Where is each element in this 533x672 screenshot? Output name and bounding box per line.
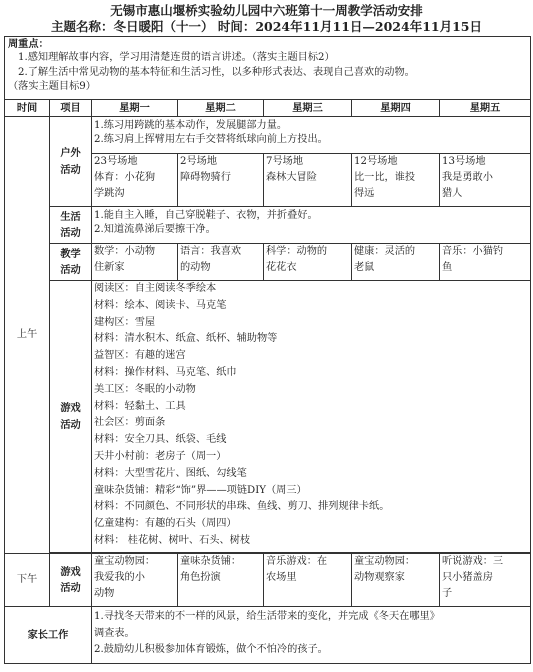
afternoon-wednesday: 音乐游戏：在 农场里 bbox=[264, 554, 352, 607]
document-title: 无锡市惠山堰桥实验幼儿园中六班第十一周教学活动安排 bbox=[110, 3, 423, 18]
focus-line: 2.了解生活中常见动物的基本特征和生活习性，以多种形式表达、表现自己喜欢的动物。 bbox=[18, 66, 415, 78]
header-monday: 星期一 bbox=[92, 100, 178, 117]
games-line: 建构区：雪屋 bbox=[94, 316, 156, 328]
outdoor-label: 户外 活动 bbox=[50, 117, 92, 207]
teaching-friday: 音乐：小猫钓 鱼 bbox=[440, 244, 531, 281]
games-label: 游戏 活动 bbox=[50, 281, 92, 553]
life-line: 1.能自主入睡，自己穿脱鞋子、衣物，并折叠好。 bbox=[94, 210, 318, 221]
family-line: 调查表。 bbox=[94, 627, 135, 639]
header-friday: 星期五 bbox=[440, 100, 531, 117]
games-line: 材料：大型雪花片、图纸、勾线笔 bbox=[94, 467, 247, 479]
header-time: 时间 bbox=[5, 100, 50, 117]
family-label: 家长工作 bbox=[5, 607, 92, 664]
header-tuesday: 星期二 bbox=[178, 100, 264, 117]
outdoor-thursday: 12号场地 比一比，谁投 得远 bbox=[352, 154, 440, 207]
teaching-tuesday: 语言：我喜欢 的动物 bbox=[178, 244, 264, 281]
focus-line: 1.感知理解故事内容，学习用清楚连贯的语言讲述。（落实主题目标2） bbox=[18, 52, 335, 64]
games-line: 亿童建构：有趣的石头（周四） bbox=[94, 518, 237, 530]
header-thursday: 星期四 bbox=[352, 100, 440, 117]
outdoor-monday: 23号场地 体育：小花狗 学跳沟 bbox=[92, 154, 178, 207]
header-item: 项目 bbox=[50, 100, 92, 117]
outdoor-tuesday: 2号场地 障碍物骑行 bbox=[178, 154, 264, 207]
afternoon-games-label: 游戏 活动 bbox=[50, 554, 92, 607]
teaching-monday: 数学：小动物 住新家 bbox=[92, 244, 178, 281]
family-line: 2.鼓励幼儿积极参加体育锻炼，做个不怕冷的孩子。 bbox=[94, 644, 328, 655]
games-line: 材料： 桂花树、树叶、石头、树枝 bbox=[94, 534, 251, 546]
life-line: 2.知道流鼻涕后要擦干净。 bbox=[94, 224, 216, 236]
games-line: 材料：操作材料、马克笔、纸巾 bbox=[94, 366, 237, 378]
focus-heading: 周重点： bbox=[8, 38, 49, 50]
morning-label: 上午 bbox=[5, 117, 50, 554]
header-wednesday: 星期三 bbox=[264, 100, 352, 117]
games-line: 美工区：冬眠的小动物 bbox=[94, 383, 196, 395]
afternoon-row bbox=[5, 554, 531, 607]
afternoon-label: 下午 bbox=[5, 554, 50, 607]
family-line: 1.寻找冬天带来的不一样的风景，给生活带来的变化，并完成《冬天在哪里》 bbox=[94, 611, 440, 622]
games-line: 社会区：剪面条 bbox=[94, 417, 166, 429]
games-line: 材料：安全刀具、纸袋、毛线 bbox=[94, 434, 227, 446]
afternoon-thursday: 童宝动物园： 动物观察家 bbox=[352, 554, 440, 607]
games-line: 益智区：有趣的迷宫 bbox=[94, 350, 186, 362]
games-line: 童味杂货铺：精彩“饰”界——项链DIY（周三） bbox=[94, 484, 307, 496]
games-line: 材料：不同颜色、不同形状的串珠、鱼线、剪刀、排列规律卡纸。 bbox=[94, 501, 390, 513]
games-line: 阅读区：自主阅读冬季绘本 bbox=[94, 283, 217, 294]
teaching-label: 教学 活动 bbox=[50, 244, 92, 281]
focus-line: （落实主题目标9） bbox=[8, 80, 96, 92]
games-line: 材料：绘本、阅读卡、马克笔 bbox=[94, 299, 227, 311]
games-line: 材料：清水积木、纸盒、纸杯、辅助物等 bbox=[94, 333, 278, 345]
games-line: 天井小村前：老房子（周一） bbox=[94, 450, 227, 462]
family-row bbox=[5, 607, 531, 664]
header-row bbox=[5, 100, 531, 117]
weekly-focus-row bbox=[5, 37, 531, 100]
afternoon-tuesday: 童味杂货铺： 角色扮演 bbox=[178, 554, 264, 607]
afternoon-friday: 听说游戏：三 只小猪盖房 子 bbox=[440, 554, 531, 607]
games-line: 材料：轻黏土、工具 bbox=[94, 400, 186, 412]
teaching-row bbox=[5, 244, 531, 281]
life-row bbox=[5, 207, 531, 244]
games-row bbox=[5, 281, 531, 553]
outdoor-goal: 2.练习肩上挥臂用左右手交替将纸球向前上方投出。 bbox=[94, 134, 328, 146]
schedule-table bbox=[4, 36, 531, 664]
outdoor-goal: 1.练习用跨跳的基本动作，发展腿部力量。 bbox=[94, 120, 288, 131]
outdoor-friday: 13号场地 我是勇敢小 猎人 bbox=[440, 154, 531, 207]
teaching-thursday: 健康：灵活的 老鼠 bbox=[352, 244, 440, 281]
life-label: 生活 活动 bbox=[50, 207, 92, 244]
theme-and-dates: 主题名称：冬日暖阳（十一） 时间：2024年11月11日—2024年11月15日 bbox=[50, 19, 482, 34]
outdoor-goals-row bbox=[5, 117, 531, 154]
teaching-wednesday: 科学：动物的 花花衣 bbox=[264, 244, 352, 281]
outdoor-wednesday: 7号场地 森林大冒险 bbox=[264, 154, 352, 207]
afternoon-monday: 童宝动物园： 我爱我的小 动物 bbox=[92, 554, 178, 607]
